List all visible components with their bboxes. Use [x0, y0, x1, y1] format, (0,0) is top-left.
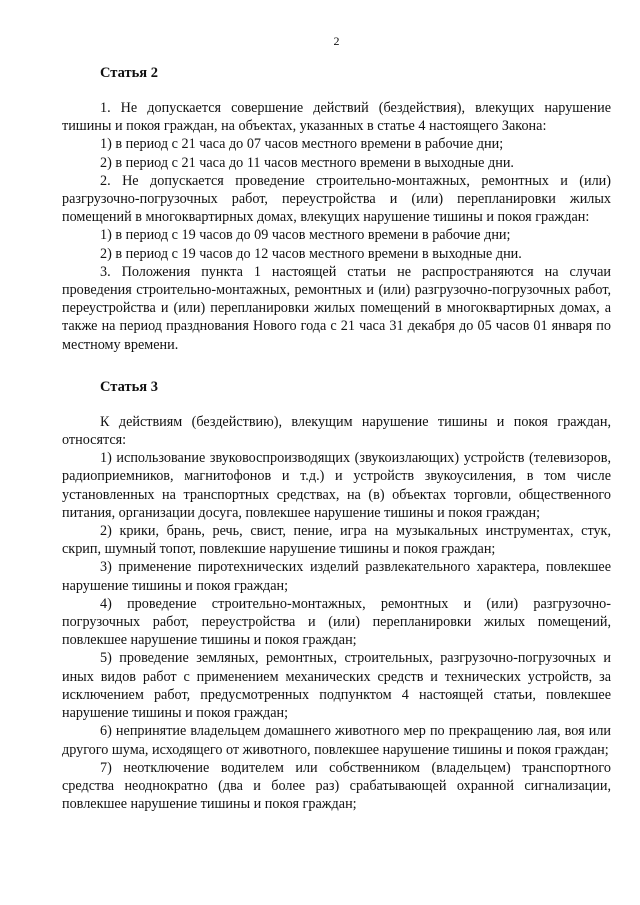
page-number: 2 [333, 34, 340, 48]
article-2-intro: 1. Не допускается совершение действий (бездействия), влекущих нарушение тишины и покоя граждан, на объектах, указанных в статье 4 настоящего Закона: [62, 100, 611, 135]
article-2-item-2-2: 2) в период с 19 часов до 12 часов местного времени в выходные дни. [100, 245, 522, 262]
article-2-clause-3: 3. Положения пункта 1 настоящей статьи не распространяются на случаи проведения строительно-монтажных, ремонтных и (или) разгрузочно-погрузочных работ, переустройства и (или) перепланировки жилых помещений в многоквартирных домах, а также на период празднования Нового года с 21 часа 31 декабря до 05 часов 01 января по местному времени. [62, 263, 611, 353]
article-3-item-5: 5) проведение земляных, ремонтных, строительных, разгрузочно-погрузочных и иных видов работ с применением механических средств и технических устройств, за исключением работ, предусмотренных подпунктом 4 настоящей статьи, повлекшее нарушение тишины и покоя граждан; [62, 650, 611, 722]
article-3-item-7: 7) неотключение водителем или собственником (владельцем) транспортного средства неоднократно (два и более раз) срабатывающей охранной сигнализации, повлекшее нарушение тишины и покоя граждан; [62, 759, 611, 813]
article-3 [62, 378, 611, 813]
article-2 [62, 64, 611, 354]
article-3-item-2: 2) крики, брань, речь, свист, пение, игра на музыкальных инструментах, стук, скрип, шумный топот, повлекшие нарушение тишины и покоя граждан; [62, 523, 611, 558]
document-page [62, 34, 611, 813]
article-3-item-3: 3) применение пиротехнических изделий развлекательного характера, повлекшее нарушение тишины и покоя граждан; [62, 559, 611, 594]
article-2-item-1-2: 2) в период с 21 часа до 11 часов местного времени в выходные дни. [100, 154, 514, 171]
article-3-item-4: 4) проведение строительно-монтажных, ремонтных и (или) разгрузочно-погрузочных работ, переустройства и (или) перепланировки жилых помещений, повлекшее нарушение тишины и покоя граждан; [62, 595, 611, 649]
article-3-item-1: 1) использование звуковоспроизводящих (звукоизлающих) устройств (телевизоров, радиоприемников, магнитофонов и т.д.) и устройств звукоусиления, в том числе установленных на транспортных средствах, на (в) объектах торговли, общественного питания, организации досуга, повлекшее нарушение тишины и покоя граждан; [62, 450, 611, 521]
article-2-clause-2: 2. Не допускается проведение строительно-монтажных, ремонтных и (или) разгрузочно-погрузочных работ, переустройства и (или) перепланировки жилых помещений в многоквартирных домах, влекущих нарушение тишины и покоя граждан: [62, 172, 611, 226]
article-2-item-2-1: 1) в период с 19 часов до 09 часов местного времени в рабочие дни; [100, 227, 511, 244]
article-3-item-6: 6) непринятие владельцем домашнего животного мер по прекращению лая, воя или другого шума, исходящего от животного, повлекшее нарушение тишины и покоя граждан; [62, 723, 611, 758]
article-2-item-1-1: 1) в период с 21 часа до 07 часов местного времени в рабочие дни; [100, 136, 504, 153]
article-heading: Статья 2 [100, 65, 158, 81]
article-heading: Статья 3 [100, 378, 158, 395]
article-3-intro: К действиям (бездействию), влекущим нарушение тишины и покоя граждан, относятся: [62, 413, 611, 449]
